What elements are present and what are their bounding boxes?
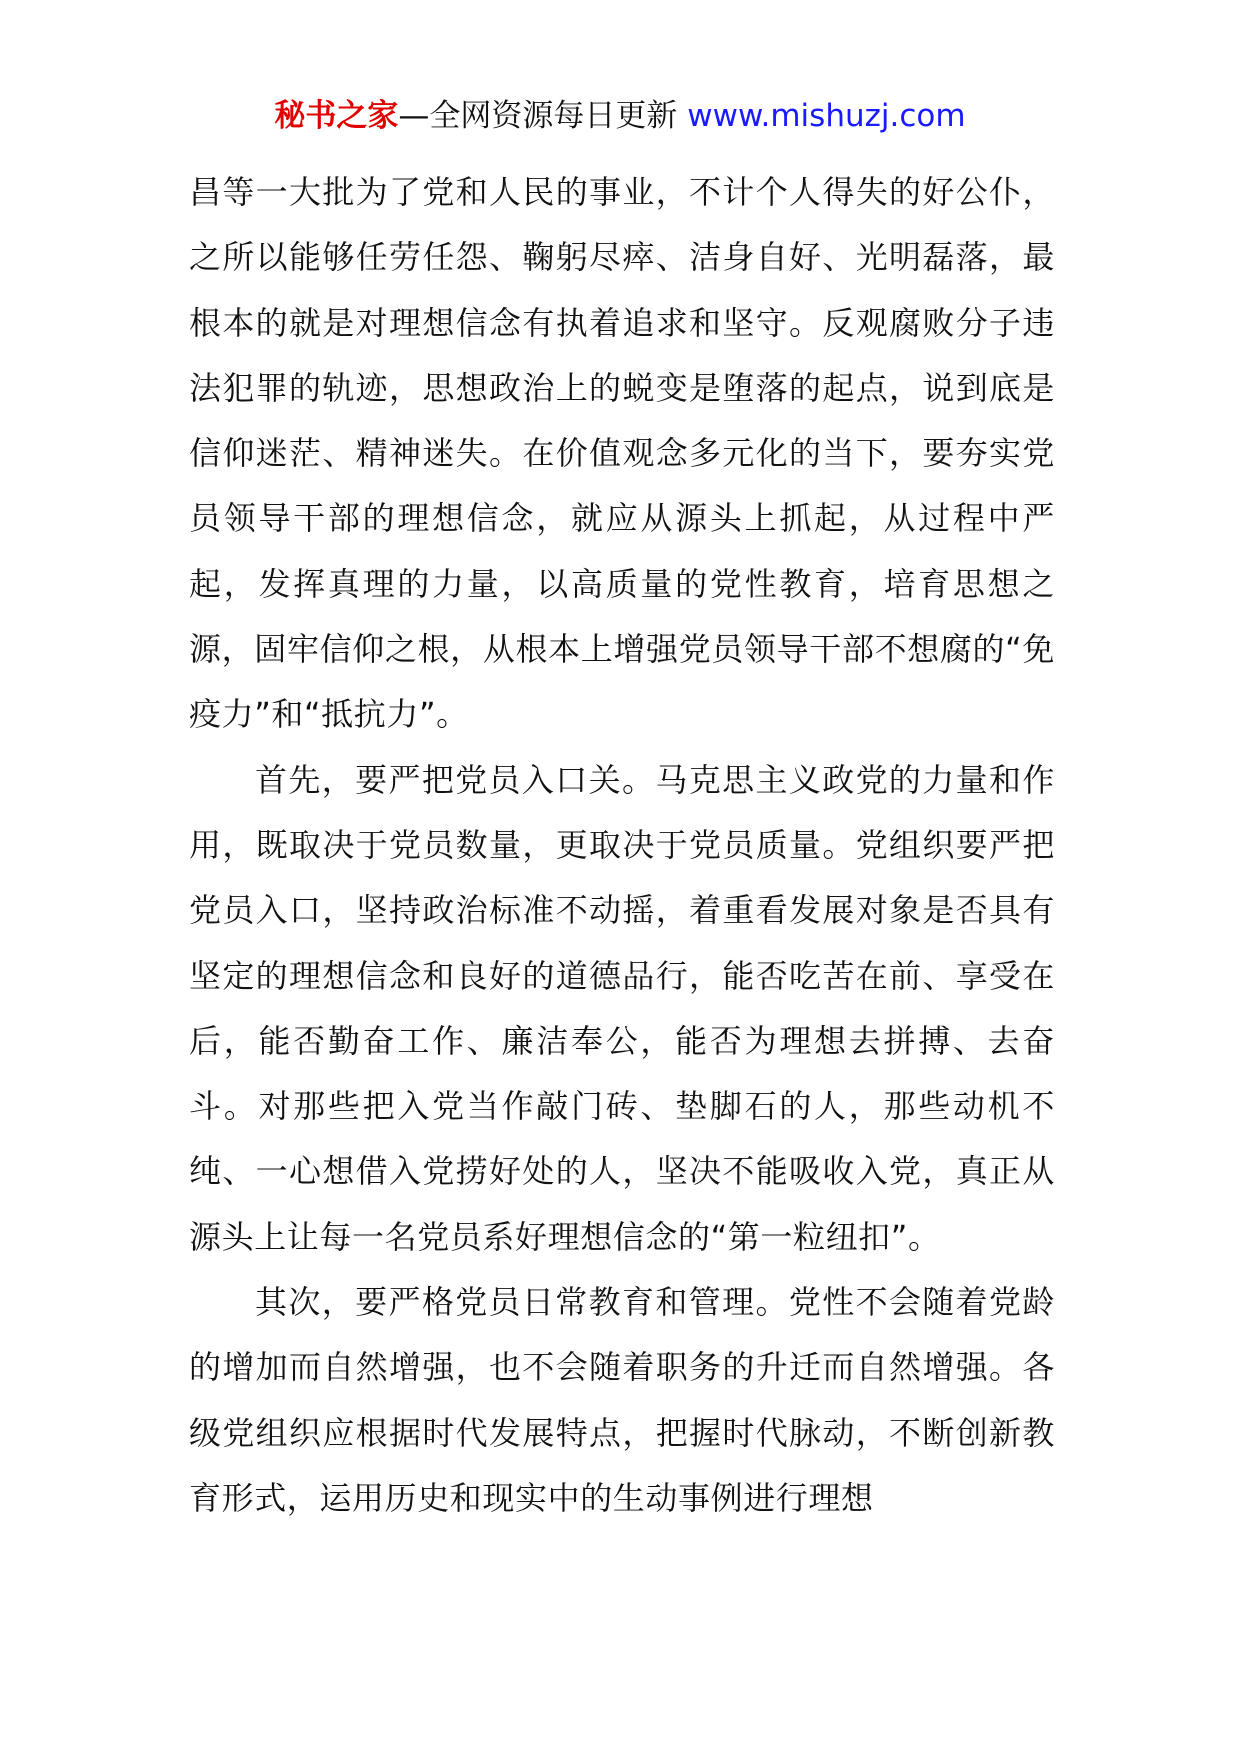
brand-name: 秘书之家 — [274, 98, 399, 134]
paragraph-party-entry: 首先，要严把党员入口关。马克思主义政党的力量和作用，既取决于党员数量，更取决于党员质量。党组织要严把党员入口，坚持政治标准不动摇，着重看发展对象是否具有坚定的理想信念和良好的道德品行，能否吃苦在前、享受在后，能否勤奋工作、廉洁奉公，能否为理想去拼搏、去奋斗。对那些把入党当作敲门砖、垫脚石的人，那些动机不纯、一心想借入党捞好处的人，坚决不能吸收入党，真正从源头上让每一名党员系好理想信念的“第一粒纽扣”。 — [189, 760, 1055, 1256]
header-tagline: —全网资源每日更新 — [398, 98, 678, 134]
paragraph-daily-education: 其次，要严格党员日常教育和管理。党性不会随着党龄的增加而自然增强，也不会随着职务的升迁而自然增强。各级党组织应根据时代发展特点，把握时代脉动，不断创新教育形式，运用历史和现实中的生动事例进行理想 — [189, 1283, 1055, 1517]
page-header — [0, 96, 1240, 136]
document-body — [189, 160, 1055, 1531]
website-link[interactable]: www.mishuzj.com — [687, 98, 966, 134]
paragraph-continued: 昌等一大批为了党和人民的事业，不计个人得失的好公仆，之所以能够任劳任怨、鞠躬尽瘁、洁身自好、光明磊落，最根本的就是对理想信念有执着追求和坚守。反观腐败分子违法犯罪的轨迹，思想政治上的蜕变是堕落的起点，说到底是信仰迷茫、精神迷失。在价值观念多元化的当下，要夯实党员领导干部的理想信念，就应从源头上抓起，从过程中严起，发挥真理的力量，以高质量的党性教育，培育思想之源，固牢信仰之根，从根本上增强党员领导干部不想腐的“免疫力”和“抵抗力”。 — [189, 173, 1055, 734]
